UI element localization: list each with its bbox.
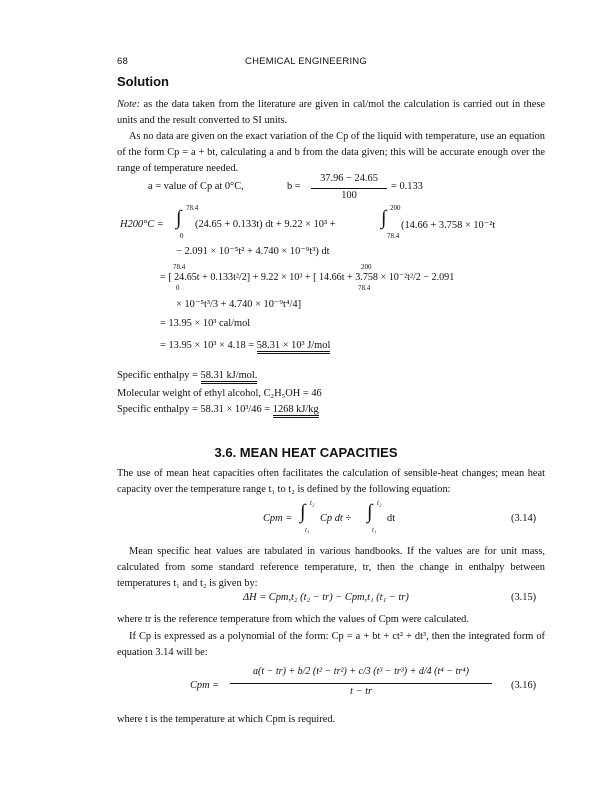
b-lhs: b = bbox=[287, 181, 301, 192]
bracket-1-lower: 0 bbox=[176, 284, 180, 292]
note-label: Note: bbox=[117, 99, 141, 110]
eq-3-16-number: (3.16) bbox=[511, 680, 537, 691]
specific-enthalpy-molar-value: 58.31 kJ/mol. bbox=[201, 370, 258, 384]
cp-assumption-paragraph: As no data are given on the exact variation of the Cp of the liquid with temperature, use an equation of the form Cp = a + bt, calculating a and b from the data given; this will be accurate enough over the range of temperature needed. bbox=[117, 131, 545, 174]
integral-1-upper-limit: 78.4 bbox=[186, 204, 199, 212]
integral-2-lower-limit: 78.4 bbox=[387, 232, 400, 240]
evaluated-expression-continued: × 10⁻⁵t³/3 + 4.740 × 10⁻⁹t⁴/4] bbox=[176, 299, 302, 310]
eq-3-15-number: (3.15) bbox=[511, 592, 537, 603]
eq-3-14-upper-1: t₂ bbox=[310, 499, 315, 507]
a-definition: a = value of Cp at 0°C, bbox=[148, 181, 244, 192]
specific-enthalpy-mass-value: 1268 kJ/kg bbox=[273, 404, 319, 418]
eq-3-14-number: (3.14) bbox=[511, 513, 537, 524]
eq-3-16-denominator: t − tr bbox=[349, 686, 373, 697]
integral-1-lower-limit: 0 bbox=[180, 232, 184, 240]
eq-3-14-lower-1: t₁ bbox=[305, 526, 310, 534]
molecular-weight-line: Molecular weight of ethyl alcohol, C₂H₅OH = 46 bbox=[117, 388, 322, 399]
page-number: 68 bbox=[117, 56, 128, 67]
note-paragraph bbox=[117, 97, 545, 129]
integral-sign-2: ∫ bbox=[381, 207, 387, 229]
mean-specific-heat-paragraph: Mean specific heat values are tabulated in various handbooks. If the values are for unit mass, calculated from some standard reference temperature, tr, then the change in enthalpy between temperatures t₁ and t₂ is given by: bbox=[117, 546, 545, 589]
eq-3-16-fraction-bar bbox=[230, 683, 492, 684]
eq-3-14-integral-1: ∫ bbox=[300, 501, 306, 523]
solution-heading: Solution bbox=[117, 74, 169, 89]
bracket-2-upper: 200 bbox=[361, 263, 372, 271]
specific-enthalpy-mass-calc: Specific enthalpy = 58.31 × 10³/46 = bbox=[117, 404, 271, 415]
eq-3-14-end: dt bbox=[387, 513, 396, 524]
eq-3-15: ΔH = Cpm,t₂ (t₂ − tr) − Cpm,t₁ (t₁ − tr) bbox=[243, 592, 409, 603]
running-title: CHEMICAL ENGINEERING bbox=[245, 56, 367, 67]
integral-sign-1: ∫ bbox=[176, 207, 182, 229]
final-line: where t is the temperature at which Cpm is required. bbox=[117, 714, 336, 725]
eq-3-16-lhs: Cpm = bbox=[190, 680, 220, 691]
integrand-2: (14.66 + 3.758 × 10⁻²t bbox=[401, 220, 496, 231]
evaluated-expression: = [ 24.65t + 0.133t²/2] + 9.22 × 10³ + [ 14.66t + 3.758 × 10⁻²t²/2 − 2.091 bbox=[160, 272, 455, 283]
result-joules-calc: = 13.95 × 10³ × 4.18 = bbox=[160, 340, 255, 351]
bracket-2-lower: 78.4 bbox=[358, 284, 371, 292]
eq-3-14-mid: Cp dt ÷ bbox=[320, 513, 352, 524]
reference-temperature-line: where tr is the reference temperature from which the values of Cpm were calculated. bbox=[117, 614, 469, 625]
b-fraction-bar bbox=[311, 188, 387, 189]
note-text: as the data taken from the literature are given in cal/mol the calculation is carried out in these units and the result converted to SI units. bbox=[117, 99, 545, 126]
polynomial-paragraph: If Cp is expressed as a polynomial of the form: Cp = a + bt + ct² + dt³, then the integrated form of equation 3.14 will be: bbox=[117, 631, 545, 658]
eq-3-14-upper-2: t₂ bbox=[377, 499, 382, 507]
mean-heat-capacity-intro: The use of mean heat capacities often facilitates the calculation of sensible-heat changes; mean heat capacity over the temperature range t₁ to t₂ is defined by the following equation: bbox=[117, 468, 545, 495]
result-joules-value: 58.31 × 10³ J/mol bbox=[257, 340, 331, 354]
eq-3-14-lower-2: t₁ bbox=[372, 526, 377, 534]
result-cal-per-mol: = 13.95 × 10³ cal/mol bbox=[160, 318, 251, 329]
bracket-1-upper: 78.4 bbox=[173, 263, 186, 271]
integrand-2-continued: − 2.091 × 10⁻⁵t² + 4.740 × 10⁻⁹t³) dt bbox=[176, 246, 330, 257]
b-denominator: 100 bbox=[341, 190, 357, 201]
specific-enthalpy-molar bbox=[117, 370, 257, 381]
eq-3-16-numerator: a(t − tr) + b/2 (t² − tr²) + c/3 (t³ − tr³) + d/4 (t⁴ − tr⁴) bbox=[253, 666, 469, 677]
integrand-1: (24.65 + 0.133t) dt + 9.22 × 10³ + bbox=[195, 219, 336, 230]
eq-3-14-integral-2: ∫ bbox=[367, 501, 373, 523]
b-numerator: 37.96 − 24.65 bbox=[320, 173, 378, 184]
specific-enthalpy-label: Specific enthalpy = bbox=[117, 370, 198, 381]
integral-2-upper-limit: 200 bbox=[390, 204, 401, 212]
h-lhs: H200°C = bbox=[120, 219, 164, 230]
result-joules bbox=[160, 340, 330, 351]
section-heading: 3.6. MEAN HEAT CAPACITIES bbox=[214, 445, 398, 460]
eq-3-14-lhs: Cpm = bbox=[263, 513, 293, 524]
specific-enthalpy-mass bbox=[117, 404, 319, 415]
b-result: = 0.133 bbox=[391, 181, 423, 192]
